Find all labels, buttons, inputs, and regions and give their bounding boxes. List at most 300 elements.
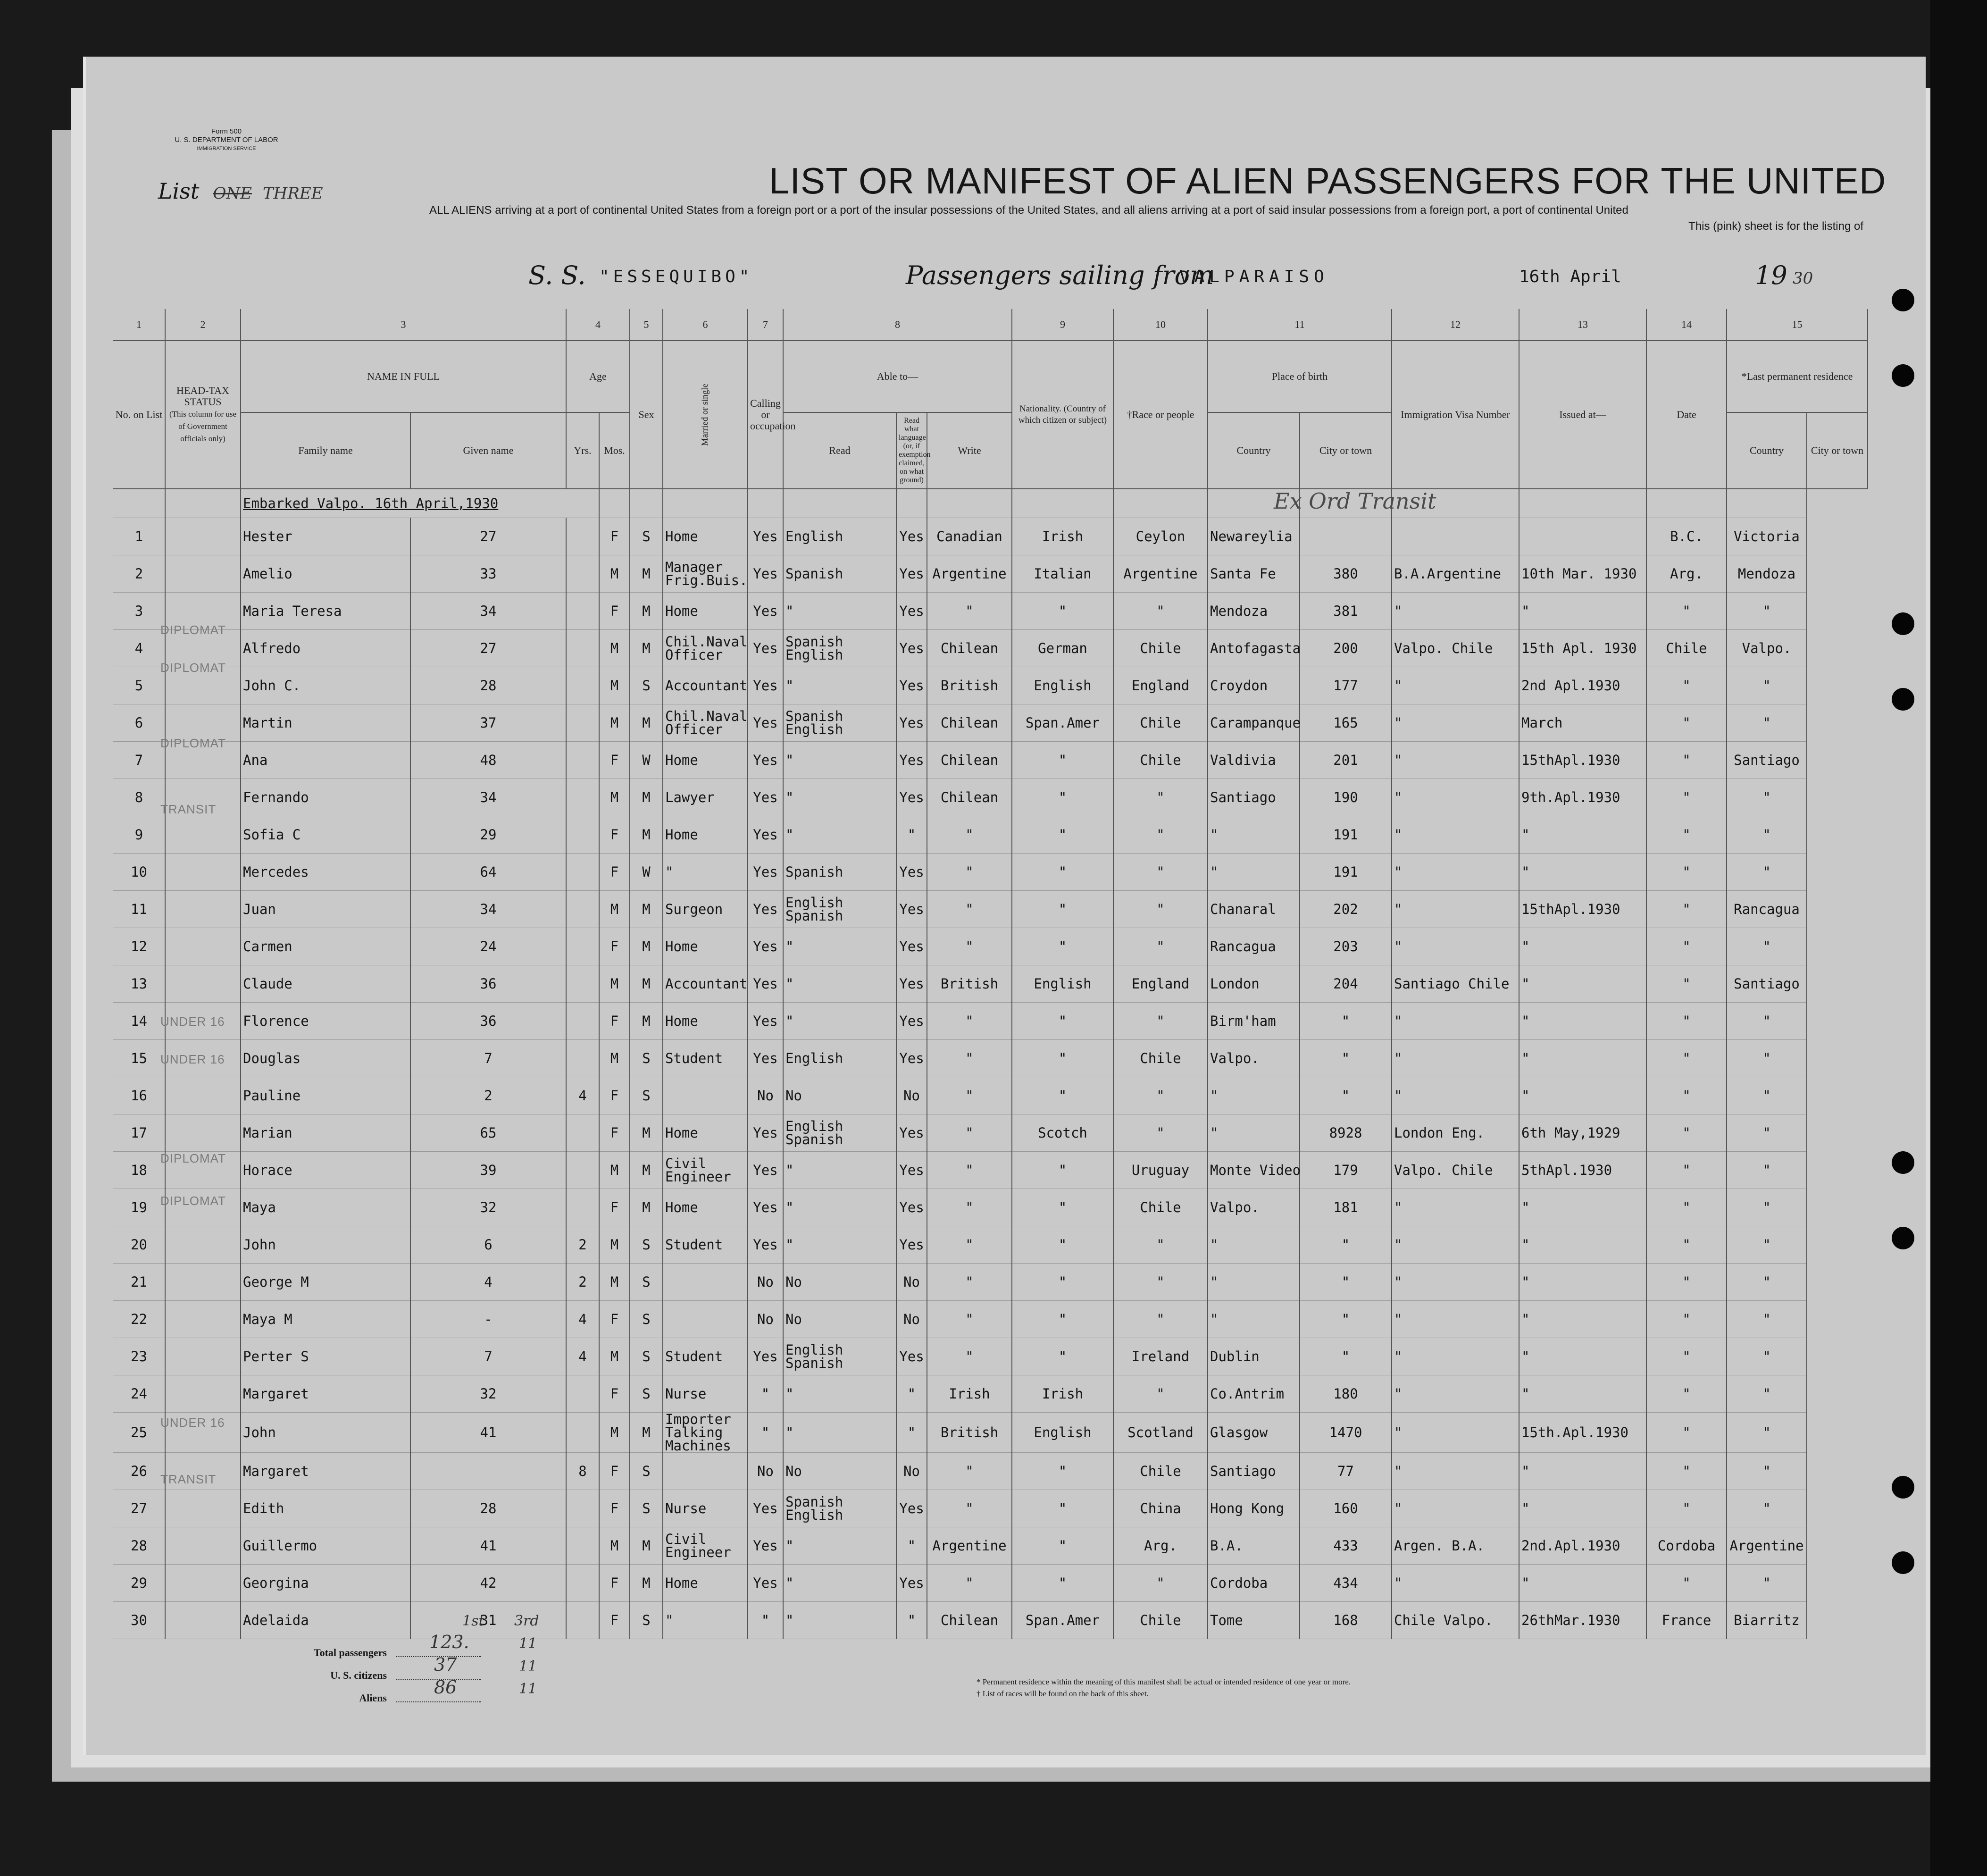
marital-status: M — [630, 1413, 663, 1453]
can-read: " — [748, 1375, 783, 1413]
age-months: 8 — [566, 1453, 599, 1490]
race: German — [1012, 630, 1113, 667]
visa-issued-at: " — [1392, 1565, 1519, 1602]
occupation: Home — [663, 928, 748, 965]
can-write: Yes — [896, 1152, 927, 1189]
can-read: Yes — [748, 928, 783, 965]
birth-city: Valpo. — [1208, 1189, 1300, 1226]
read-language: Spanish — [783, 854, 896, 891]
visa-issued-at: " — [1392, 1338, 1519, 1375]
can-read: Yes — [748, 854, 783, 891]
birth-city: London — [1208, 965, 1300, 1003]
read-language: " — [783, 593, 896, 630]
read-language: " — [783, 1602, 896, 1639]
visa-date: 5thApl.1930 — [1519, 1152, 1646, 1189]
age-months: 4 — [566, 1301, 599, 1338]
residence-city: " — [1727, 593, 1807, 630]
header-birth-country: Country — [1208, 412, 1300, 489]
visa-date: 26thMar.1930 — [1519, 1602, 1646, 1639]
age-years: 24 — [410, 928, 566, 965]
read-language: Spanish English — [783, 704, 896, 742]
head-tax-cell — [165, 1114, 241, 1152]
can-read: Yes — [748, 555, 783, 593]
given-name: Mercedes — [241, 854, 410, 891]
visa-number: 200 — [1300, 630, 1392, 667]
residence-country: B.C. — [1646, 518, 1727, 555]
visa-number: 160 — [1300, 1490, 1392, 1527]
residence-country: " — [1646, 1152, 1727, 1189]
residence-city: Victoria — [1727, 518, 1807, 555]
visa-issued-at: " — [1392, 1490, 1519, 1527]
header-write: Write — [927, 412, 1012, 489]
occupation: Civil Engineer — [663, 1527, 748, 1565]
passenger-row — [113, 928, 1868, 965]
age-years: 41 — [410, 1413, 566, 1453]
nationality: British — [927, 965, 1012, 1003]
can-read: Yes — [748, 1003, 783, 1040]
read-language: No — [783, 1077, 896, 1114]
can-write: No — [896, 1301, 927, 1338]
can-write: Yes — [896, 1114, 927, 1152]
residence-country: " — [1646, 1413, 1727, 1453]
occupation: Home — [663, 1189, 748, 1226]
visa-number: 203 — [1300, 928, 1392, 965]
marital-status: S — [630, 1077, 663, 1114]
marital-status: M — [630, 1114, 663, 1152]
residence-country: " — [1646, 1226, 1727, 1264]
occupation: Surgeon — [663, 891, 748, 928]
visa-issued-at — [1392, 518, 1519, 555]
visa-number: 180 — [1300, 1375, 1392, 1413]
head-tax-stamp: DIPLOMAT — [160, 1151, 226, 1165]
can-read: Yes — [748, 816, 783, 854]
can-read: Yes — [748, 742, 783, 779]
residence-city: " — [1727, 1301, 1807, 1338]
head-tax-cell — [165, 816, 241, 854]
passenger-row — [113, 555, 1868, 593]
sex: F — [599, 1114, 630, 1152]
sex: M — [599, 630, 630, 667]
age-months — [566, 854, 599, 891]
visa-number: 177 — [1300, 667, 1392, 704]
visa-number: " — [1300, 1264, 1392, 1301]
can-write: Yes — [896, 1003, 927, 1040]
marital-status: W — [630, 854, 663, 891]
occupation: Home — [663, 1003, 748, 1040]
birth-city: Antofagasta — [1208, 630, 1300, 667]
birth-city: Santiago — [1208, 1453, 1300, 1490]
residence-country: " — [1646, 965, 1727, 1003]
age-years: 36 — [410, 1003, 566, 1040]
col-number: 7 — [748, 309, 783, 341]
age-months — [566, 667, 599, 704]
total-passengers-value: 123. — [429, 1632, 469, 1652]
header-mos: Mos. — [599, 412, 630, 489]
given-name: Martin — [241, 704, 410, 742]
row-number: 9 — [113, 816, 165, 854]
residence-country: " — [1646, 1003, 1727, 1040]
occupation: Student — [663, 1040, 748, 1077]
age-months — [566, 1490, 599, 1527]
age-months — [566, 555, 599, 593]
birth-city: Cordoba — [1208, 1565, 1300, 1602]
can-read: Yes — [748, 1152, 783, 1189]
birth-country: " — [1113, 854, 1208, 891]
birth-country: England — [1113, 965, 1208, 1003]
race: " — [1012, 1040, 1113, 1077]
header-visa: Immigration Visa Number — [1392, 341, 1519, 489]
nationality: " — [927, 1226, 1012, 1264]
visa-number: " — [1300, 1226, 1392, 1264]
passenger-row — [113, 1226, 1868, 1264]
occupation: Home — [663, 1114, 748, 1152]
occupation: Manager Frig.Buis. — [663, 555, 748, 593]
visa-date: " — [1519, 1301, 1646, 1338]
visa-number: 434 — [1300, 1565, 1392, 1602]
can-write: Yes — [896, 965, 927, 1003]
passenger-row — [113, 779, 1868, 816]
birth-city: Chanaral — [1208, 891, 1300, 928]
age-months — [566, 1565, 599, 1602]
nationality: " — [927, 854, 1012, 891]
can-read: Yes — [748, 1527, 783, 1565]
age-months — [566, 779, 599, 816]
birth-city: Valdivia — [1208, 742, 1300, 779]
passenger-row — [113, 816, 1868, 854]
marital-status: M — [630, 555, 663, 593]
visa-date: " — [1519, 1453, 1646, 1490]
age-months — [566, 1527, 599, 1565]
nationality: Chilean — [927, 779, 1012, 816]
read-language: English Spanish — [783, 1114, 896, 1152]
passenger-row — [113, 1189, 1868, 1226]
birth-country: Chile — [1113, 1602, 1208, 1639]
read-language: English — [783, 518, 896, 555]
age-years: 34 — [410, 891, 566, 928]
race: " — [1012, 593, 1113, 630]
marital-status: M — [630, 1152, 663, 1189]
sex: F — [599, 1375, 630, 1413]
sex: F — [599, 816, 630, 854]
head-tax-stamp: DIPLOMAT — [160, 661, 226, 675]
header-date: Date — [1646, 341, 1727, 489]
can-write: " — [896, 1527, 927, 1565]
residence-country: " — [1646, 1040, 1727, 1077]
sex: M — [599, 1527, 630, 1565]
can-write: Yes — [896, 704, 927, 742]
head-tax-cell — [165, 1338, 241, 1375]
can-read: Yes — [748, 779, 783, 816]
visa-issued-at: Chile Valpo. — [1392, 1602, 1519, 1639]
age-months — [566, 1413, 599, 1453]
marital-status: M — [630, 891, 663, 928]
residence-city: " — [1727, 779, 1807, 816]
race: " — [1012, 1152, 1113, 1189]
age-years: 2 — [410, 1077, 566, 1114]
read-language: " — [783, 928, 896, 965]
age-months: 4 — [566, 1338, 599, 1375]
can-write: " — [896, 1602, 927, 1639]
age-months — [566, 593, 599, 630]
residence-city: Argentine — [1727, 1527, 1807, 1565]
occupation: Home — [663, 518, 748, 555]
age-months — [566, 1152, 599, 1189]
row-number: 28 — [113, 1527, 165, 1565]
visa-date: " — [1519, 1338, 1646, 1375]
visa-issued-at: " — [1392, 1301, 1519, 1338]
marital-status: M — [630, 816, 663, 854]
visa-date: " — [1519, 1565, 1646, 1602]
manifest-subtitle-2: This (pink) sheet is for the listing of — [1688, 220, 1863, 233]
manifest-body — [113, 489, 1868, 1639]
birth-city: " — [1208, 1077, 1300, 1114]
sex: F — [599, 1602, 630, 1639]
header-head-tax: HEAD-TAX STATUS (This column for use of Government officials only) — [165, 341, 241, 489]
passenger-row — [113, 1152, 1868, 1189]
sex: F — [599, 1077, 630, 1114]
col-number: 2 — [165, 309, 241, 341]
row-number: 13 — [113, 965, 165, 1003]
row-number: 23 — [113, 1338, 165, 1375]
residence-city: " — [1727, 1565, 1807, 1602]
head-tax-cell — [165, 1077, 241, 1114]
age-years: 31 — [410, 1602, 566, 1639]
birth-city: " — [1208, 1264, 1300, 1301]
passenger-row — [113, 704, 1868, 742]
header-nationality: Nationality. (Country of which citizen or subject) — [1012, 341, 1113, 489]
race: English — [1012, 1413, 1113, 1453]
us-citizens-label: U. S. citizens — [330, 1669, 387, 1681]
marital-status: M — [630, 1565, 663, 1602]
given-name: Amelio — [241, 555, 410, 593]
race: " — [1012, 1226, 1113, 1264]
age-months — [566, 518, 599, 555]
visa-number: 191 — [1300, 816, 1392, 854]
aliens-value: 86 — [434, 1677, 457, 1698]
passenger-row — [113, 1040, 1868, 1077]
read-language: Spanish English — [783, 1490, 896, 1527]
residence-city: " — [1727, 1189, 1807, 1226]
sex: M — [599, 779, 630, 816]
given-name: George M — [241, 1264, 410, 1301]
birth-city: Monte Video — [1208, 1152, 1300, 1189]
sex: M — [599, 704, 630, 742]
age-months — [566, 965, 599, 1003]
visa-issued-at: B.A.Argentine — [1392, 555, 1519, 593]
head-tax-stamp: TRANSIT — [160, 1472, 217, 1486]
occupation: Student — [663, 1226, 748, 1264]
header-race: †Race or people — [1113, 341, 1208, 489]
read-language: " — [783, 1152, 896, 1189]
visa-issued-at: " — [1392, 928, 1519, 965]
read-language: English — [783, 1040, 896, 1077]
race: " — [1012, 742, 1113, 779]
sailing-label: Passengers sailing from — [906, 260, 1214, 290]
row-number: 8 — [113, 779, 165, 816]
occupation: Lawyer — [663, 779, 748, 816]
age-years: 7 — [410, 1338, 566, 1375]
occupation — [663, 1453, 748, 1490]
race: " — [1012, 1264, 1113, 1301]
given-name: Carmen — [241, 928, 410, 965]
manifest-title: LIST OR MANIFEST OF ALIEN PASSENGERS FOR THE UNITED — [769, 160, 1887, 201]
occupation: " — [663, 1602, 748, 1639]
residence-country: Arg. — [1646, 555, 1727, 593]
race: English — [1012, 965, 1113, 1003]
occupation — [663, 1077, 748, 1114]
header-calling: Calling or occupation — [748, 341, 783, 489]
age-years: 65 — [410, 1114, 566, 1152]
birth-country: Ceylon — [1113, 518, 1208, 555]
age-years: 36 — [410, 965, 566, 1003]
row-number: 30 — [113, 1602, 165, 1639]
head-tax-stamp: UNDER 16 — [160, 1014, 225, 1029]
header-birth-city: City or town — [1300, 412, 1392, 489]
head-tax-stamp: DIPLOMAT — [160, 736, 226, 750]
visa-issued-at: " — [1392, 742, 1519, 779]
visa-issued-at: Valpo. Chile — [1392, 1152, 1519, 1189]
row-number: 12 — [113, 928, 165, 965]
sex: M — [599, 1264, 630, 1301]
marital-status: M — [630, 965, 663, 1003]
total-passengers-label: Total passengers — [313, 1647, 387, 1658]
age-years: 27 — [410, 518, 566, 555]
visa-issued-at: Valpo. Chile — [1392, 630, 1519, 667]
birth-city: " — [1208, 854, 1300, 891]
header-residence-city: City or town — [1807, 412, 1868, 489]
ditto-mark: 11 — [519, 1635, 537, 1652]
birth-country: Ireland — [1113, 1338, 1208, 1375]
row-number: 16 — [113, 1077, 165, 1114]
residence-city: " — [1727, 1338, 1807, 1375]
nationality: Chilean — [927, 1602, 1012, 1639]
sex: M — [599, 555, 630, 593]
age-months — [566, 1003, 599, 1040]
nationality: Canadian — [927, 518, 1012, 555]
age-months — [566, 1375, 599, 1413]
can-write: " — [896, 1375, 927, 1413]
header-last-residence: *Last permanent residence — [1727, 341, 1868, 412]
visa-date: " — [1519, 1490, 1646, 1527]
head-tax-stamp: UNDER 16 — [160, 1415, 225, 1430]
nationality: " — [927, 1490, 1012, 1527]
can-read: No — [748, 1453, 783, 1490]
col-number: 15 — [1727, 309, 1868, 341]
age-years: 64 — [410, 854, 566, 891]
aliens-label: Aliens — [359, 1692, 387, 1704]
birth-city: Santiago — [1208, 779, 1300, 816]
residence-country: " — [1646, 1490, 1727, 1527]
given-name: Fernando — [241, 779, 410, 816]
visa-issued-at: " — [1392, 779, 1519, 816]
header-row-1 — [113, 341, 1868, 412]
given-name: Douglas — [241, 1040, 410, 1077]
binder-edge — [1930, 0, 1987, 1876]
visa-date: " — [1519, 593, 1646, 630]
nationality: " — [927, 1301, 1012, 1338]
birth-country: Arg. — [1113, 1527, 1208, 1565]
birth-country: " — [1113, 1565, 1208, 1602]
visa-date: " — [1519, 1189, 1646, 1226]
occupation: Nurse — [663, 1375, 748, 1413]
race: " — [1012, 1338, 1113, 1375]
visa-date: " — [1519, 1264, 1646, 1301]
race: " — [1012, 854, 1113, 891]
visa-date: 2nd.Apl.1930 — [1519, 1527, 1646, 1565]
nationality: Argentine — [927, 1527, 1012, 1565]
residence-city: Rancagua — [1727, 891, 1807, 928]
passenger-row — [113, 1413, 1868, 1453]
passenger-row — [113, 1375, 1868, 1413]
head-tax-stamp: TRANSIT — [160, 802, 217, 816]
marital-status: M — [630, 1189, 663, 1226]
sailing-date: 16th April — [1519, 267, 1621, 286]
col-number: 10 — [1113, 309, 1208, 341]
header-given-name: Given name — [410, 412, 566, 489]
passenger-row — [113, 1338, 1868, 1375]
row-number: 24 — [113, 1375, 165, 1413]
residence-city: Biarritz — [1727, 1602, 1807, 1639]
head-tax-cell — [165, 1565, 241, 1602]
birth-country: Chile — [1113, 630, 1208, 667]
occupation: Home — [663, 1565, 748, 1602]
birth-country: " — [1113, 593, 1208, 630]
age-months — [566, 928, 599, 965]
row-number: 21 — [113, 1264, 165, 1301]
residence-city: " — [1727, 1264, 1807, 1301]
year-suffix: 30 — [1793, 269, 1813, 288]
head-tax-cell — [165, 854, 241, 891]
occupation: Home — [663, 816, 748, 854]
visa-number: 77 — [1300, 1453, 1392, 1490]
can-read: Yes — [748, 630, 783, 667]
totals-col-1: 1st — [462, 1613, 484, 1629]
passenger-row — [113, 1565, 1868, 1602]
nationality: " — [927, 593, 1012, 630]
can-read: No — [748, 1264, 783, 1301]
visa-date: " — [1519, 1226, 1646, 1264]
race: " — [1012, 1077, 1113, 1114]
year-prefix: 19 — [1755, 260, 1787, 290]
residence-city: " — [1727, 816, 1807, 854]
footnote-residence: * Permanent residence within the meaning of this manifest shall be actual or intended residence of one year or more. — [977, 1677, 1351, 1686]
sex: F — [599, 742, 630, 779]
visa-date: " — [1519, 928, 1646, 965]
header-read: Read — [783, 412, 896, 489]
read-language: " — [783, 1189, 896, 1226]
given-name: Hester — [241, 518, 410, 555]
birth-city: " — [1208, 1226, 1300, 1264]
visa-issued-at: " — [1392, 1077, 1519, 1114]
read-language: " — [783, 779, 896, 816]
visa-number: " — [1300, 1338, 1392, 1375]
given-name: Claude — [241, 965, 410, 1003]
residence-city: " — [1727, 928, 1807, 965]
residence-country: " — [1646, 1189, 1727, 1226]
visa-date: March — [1519, 704, 1646, 742]
visa-number: 202 — [1300, 891, 1392, 928]
passenger-row — [113, 742, 1868, 779]
nationality: " — [927, 1114, 1012, 1152]
birth-country: " — [1113, 1114, 1208, 1152]
birth-country: " — [1113, 779, 1208, 816]
visa-number: 181 — [1300, 1189, 1392, 1226]
sex: M — [599, 1226, 630, 1264]
marital-status: M — [630, 779, 663, 816]
residence-country: " — [1646, 1453, 1727, 1490]
age-months — [566, 1602, 599, 1639]
header-place-of-birth: Place of birth — [1208, 341, 1392, 412]
